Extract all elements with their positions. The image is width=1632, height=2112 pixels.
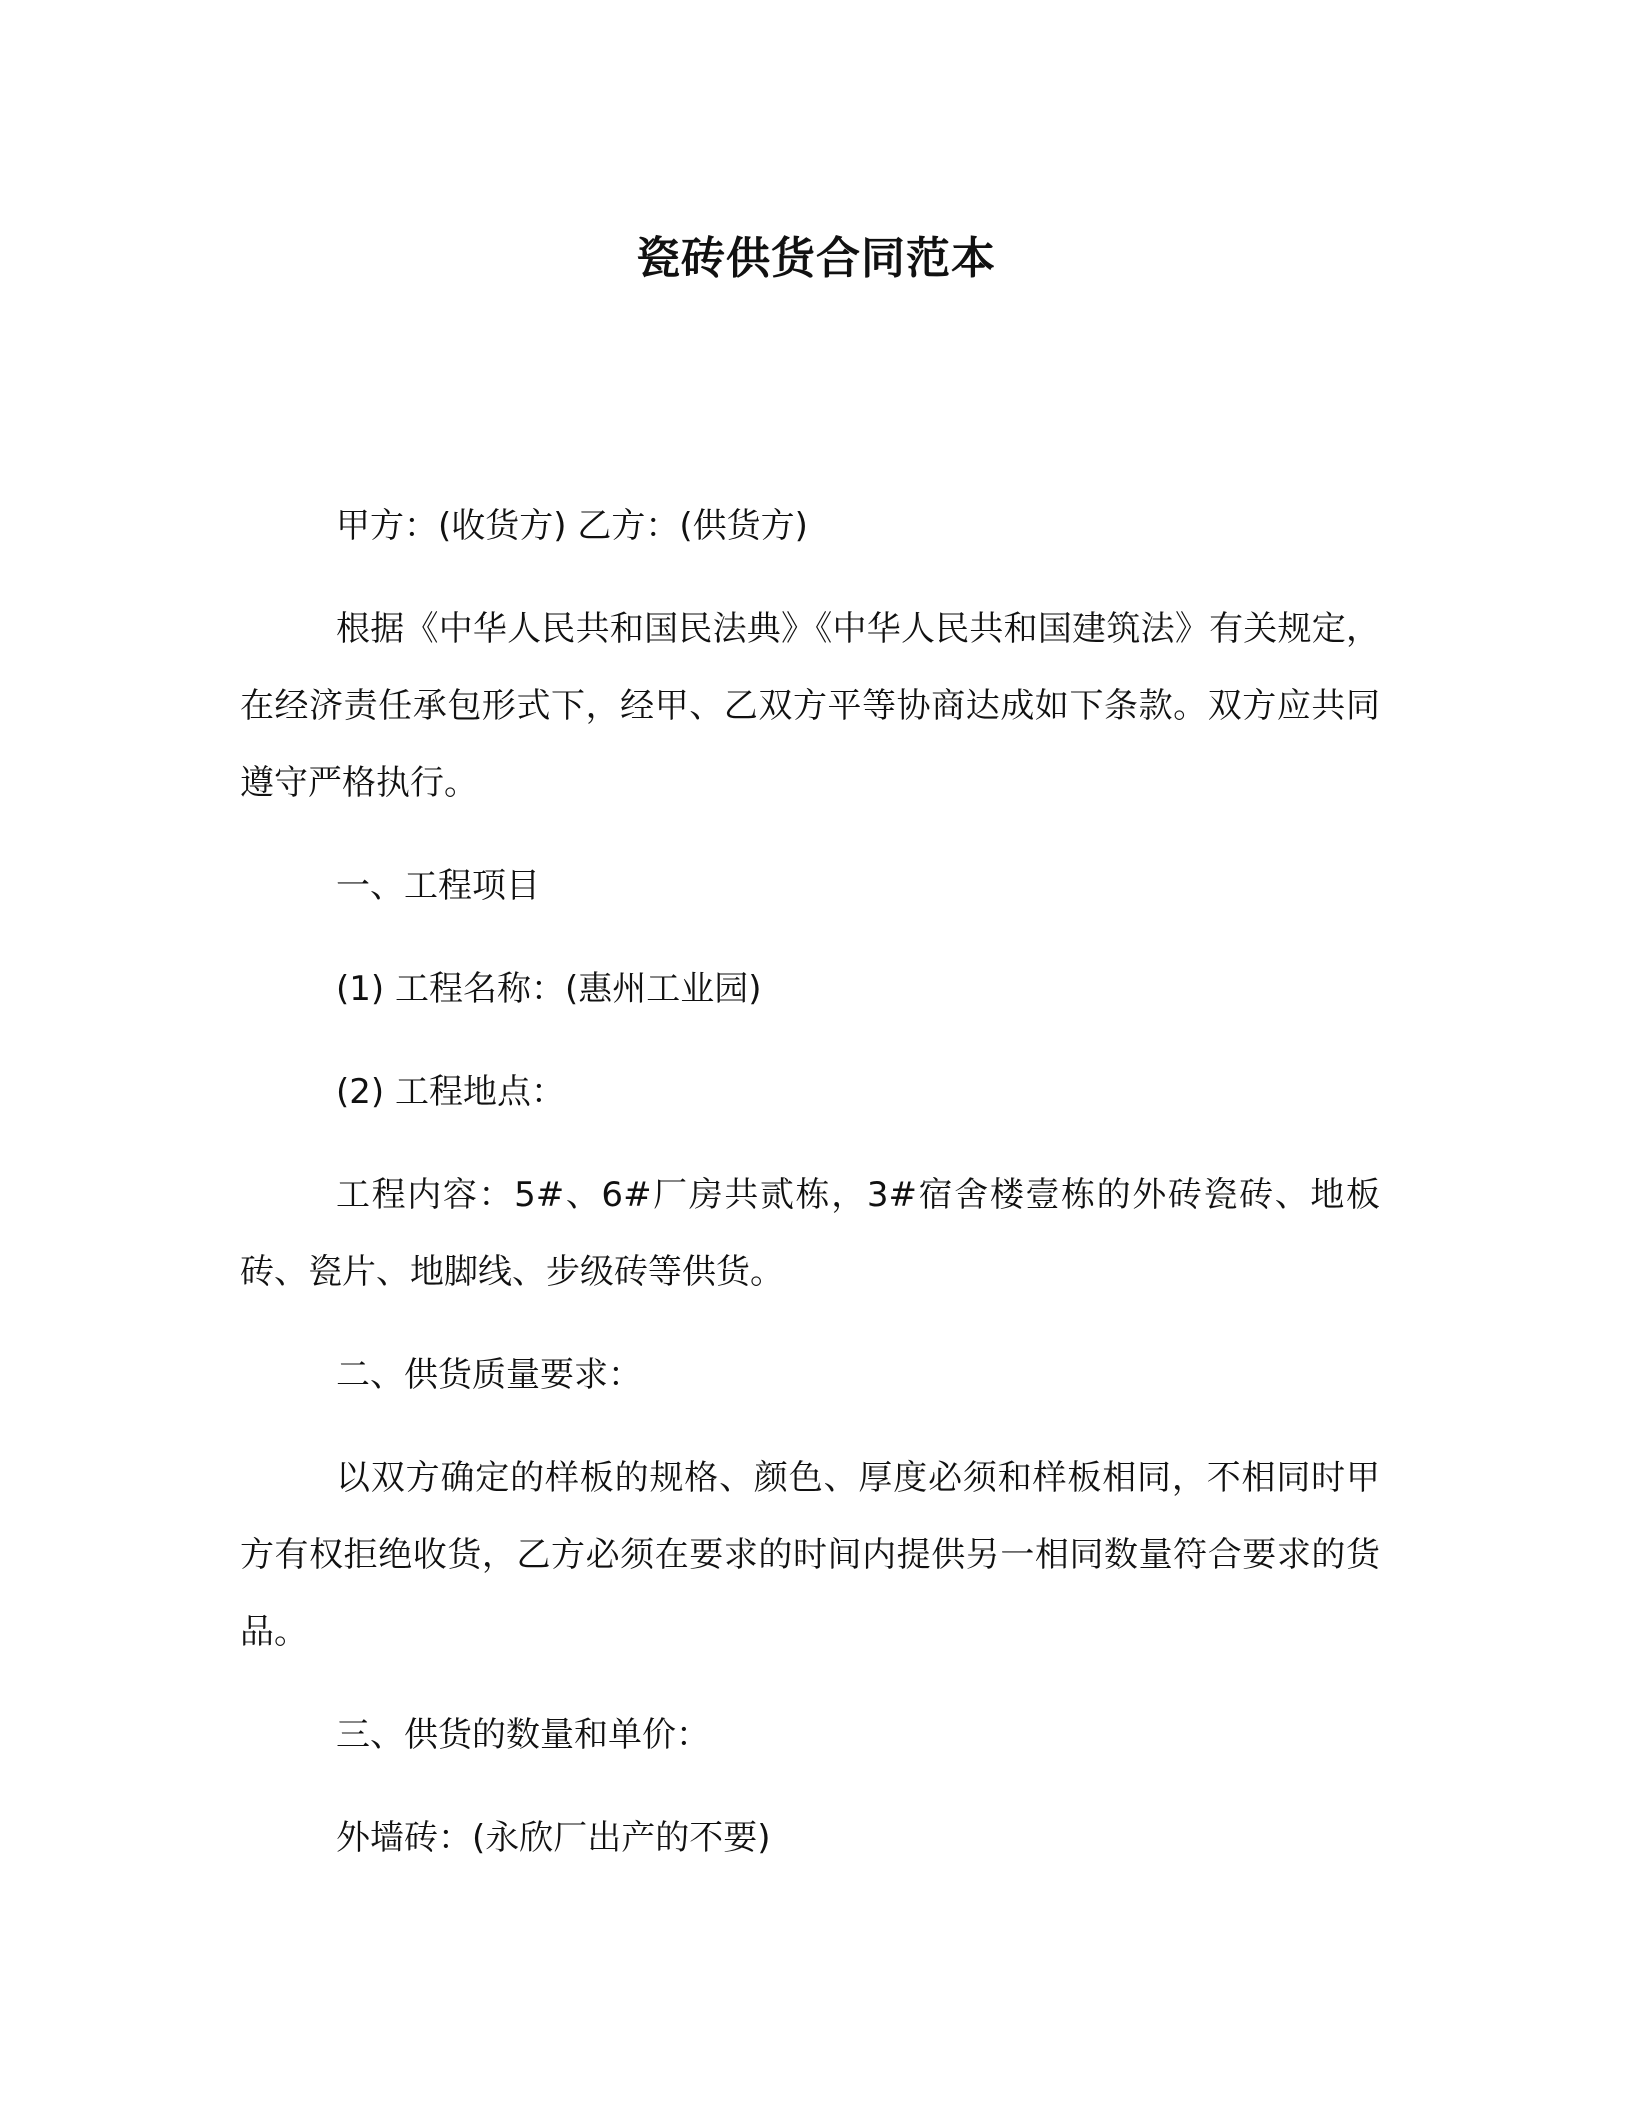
section-heading-project: 一、工程项目: [336, 866, 540, 906]
section-heading-quantity-price: 三、供货的数量和单价：: [336, 1715, 710, 1755]
project-name-line: (1) 工程名称：(惠州工业园): [336, 969, 762, 1009]
document-title: 瓷砖供货合同范本: [636, 233, 996, 284]
document-body: [240, 488, 1380, 1903]
exterior-tile-line: 外墙砖：(永欣厂出产的不要): [336, 1818, 771, 1858]
project-location-line: (2) 工程地点：: [336, 1072, 565, 1112]
quality-paragraph: 以双方确定的样板的规格、颜色、厚度必须和样板相同，不相同时甲方有权拒绝收货，乙方必须在要求的时间内提供另一相同数量符合要求的货品。: [240, 1458, 1380, 1652]
preamble-paragraph: 根据《中华人民共和国民法典》《中华人民共和国建筑法》有关规定，在经济责任承包形式下，经甲、乙双方平等协商达成如下条款。双方应共同遵守严格执行。: [240, 609, 1380, 803]
project-content-paragraph: 工程内容：5#、6#厂房共贰栋，3#宿舍楼壹栋的外砖瓷砖、地板砖、瓷片、地脚线、步级砖等供货。: [240, 1175, 1380, 1292]
parties-line: 甲方：(收货方) 乙方：(供货方): [336, 506, 808, 546]
section-heading-quality: 二、供货质量要求：: [336, 1355, 642, 1395]
